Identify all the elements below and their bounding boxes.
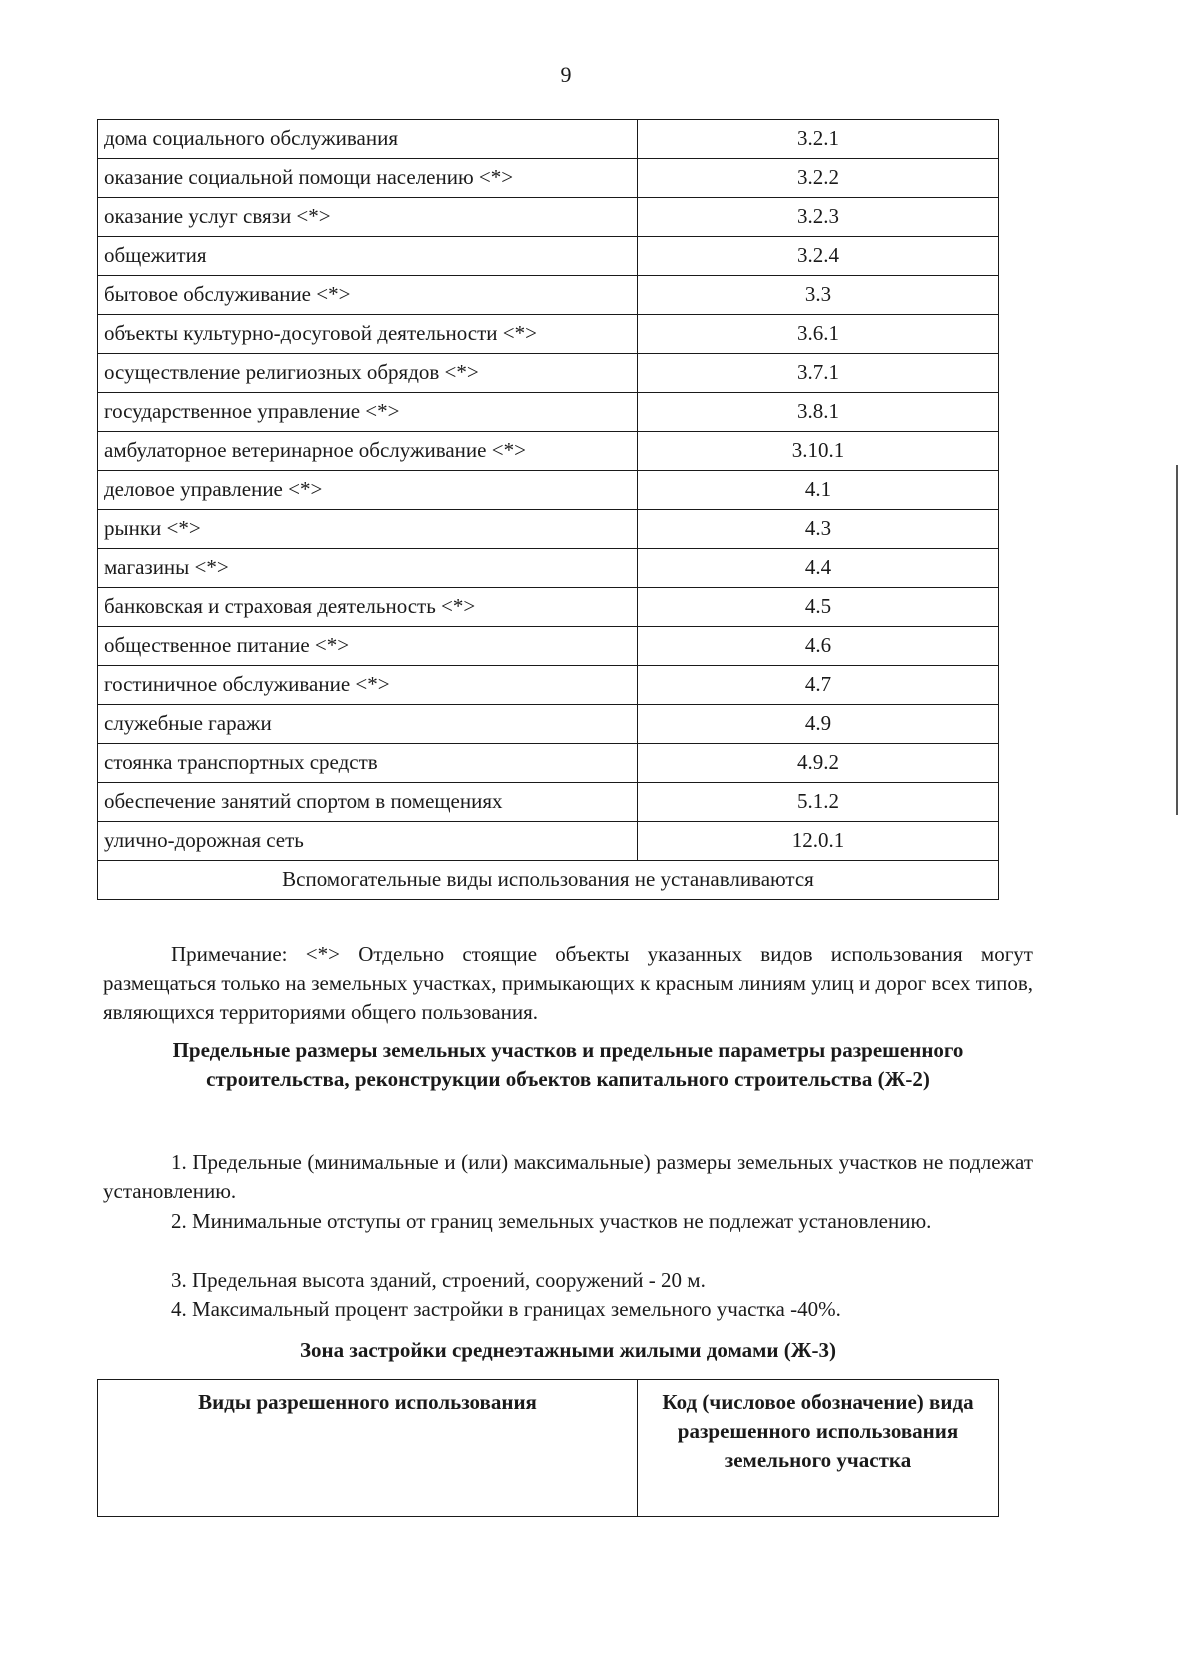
scan-edge-mark	[1176, 465, 1178, 815]
use-name-cell: рынки <*>	[98, 510, 638, 549]
use-name-cell: дома социального обслуживания	[98, 120, 638, 159]
permitted-uses-table	[97, 119, 999, 900]
table-row	[98, 588, 999, 627]
limits-heading: Предельные размеры земельных участков и предельные параметры разрешенного строительства, реконструкции объектов капитального строительства (Ж-2)	[172, 1038, 964, 1091]
table-row	[98, 471, 999, 510]
use-code-cell: 12.0.1	[638, 822, 999, 861]
use-name-cell: осуществление религиозных обрядов <*>	[98, 354, 638, 393]
use-code-cell: 4.9.2	[638, 744, 999, 783]
table-row	[98, 666, 999, 705]
limits-item-3-text: 3. Предельная высота зданий, строений, сооружений - 20 м.	[171, 1268, 706, 1292]
use-name-cell: стоянка транспортных средств	[98, 744, 638, 783]
use-name-cell: государственное управление <*>	[98, 393, 638, 432]
limits-item-2-text: 2. Минимальные отступы от границ земельных участков не подлежат установлению.	[171, 1209, 932, 1233]
use-name-cell: магазины <*>	[98, 549, 638, 588]
auxiliary-uses-cell: Вспомогательные виды использования не устанавливаются	[98, 861, 999, 900]
use-code-cell: 5.1.2	[638, 783, 999, 822]
table-row	[98, 822, 999, 861]
table-row	[98, 237, 999, 276]
use-name-cell: деловое управление <*>	[98, 471, 638, 510]
table-row	[98, 198, 999, 237]
use-code-cell: 3.2.4	[638, 237, 999, 276]
use-name-cell: оказание социальной помощи населению <*>	[98, 159, 638, 198]
limits-item-1	[103, 1148, 1033, 1206]
table-row	[98, 744, 999, 783]
zone-uses-header-name: Виды разрешенного использования	[98, 1380, 638, 1517]
table-row	[98, 705, 999, 744]
zone-uses-table	[97, 1379, 999, 1517]
use-code-cell: 3.2.1	[638, 120, 999, 159]
use-code-cell: 3.6.1	[638, 315, 999, 354]
table-row	[98, 120, 999, 159]
limits-item-4	[103, 1295, 1033, 1324]
limits-item-1-text: 1. Предельные (минимальные и (или) максимальные) размеры земельных участков не подлежат установлению.	[103, 1150, 1033, 1203]
limits-item-3	[103, 1266, 1033, 1295]
use-name-cell: амбулаторное ветеринарное обслуживание <*>	[98, 432, 638, 471]
page-number: 9	[560, 62, 572, 87]
use-name-cell: объекты культурно-досуговой деятельности <*>	[98, 315, 638, 354]
table-row	[98, 510, 999, 549]
use-name-cell: гостиничное обслуживание <*>	[98, 666, 638, 705]
zone-uses-header-code: Код (числовое обозначение) вида разрешенного использования земельного участка	[638, 1380, 999, 1517]
use-code-cell: 4.7	[638, 666, 999, 705]
use-name-cell: служебные гаражи	[98, 705, 638, 744]
note-text: Примечание: <*> Отдельно стоящие объекты указанных видов использования могут размещаться только на земельных участках, примыкающих к красным линиям улиц и дорог всех типов, являющихся территориями общего пользования.	[103, 942, 1034, 1024]
use-code-cell: 4.1	[638, 471, 999, 510]
table-row	[98, 432, 999, 471]
limits-item-2	[103, 1207, 1033, 1236]
zone-heading: Зона застройки среднеэтажными жилыми домами (Ж-3)	[299, 1338, 837, 1362]
use-code-cell: 4.3	[638, 510, 999, 549]
use-code-cell: 4.6	[638, 627, 999, 666]
use-name-cell: оказание услуг связи <*>	[98, 198, 638, 237]
table-row	[98, 627, 999, 666]
use-code-cell: 3.2.2	[638, 159, 999, 198]
table-row	[98, 315, 999, 354]
use-code-cell: 4.9	[638, 705, 999, 744]
table-row	[98, 549, 999, 588]
use-code-cell: 3.8.1	[638, 393, 999, 432]
use-code-cell: 3.10.1	[638, 432, 999, 471]
use-code-cell: 3.7.1	[638, 354, 999, 393]
table-row	[98, 393, 999, 432]
note-paragraph	[103, 940, 1033, 1027]
limits-item-4-text: 4. Максимальный процент застройки в границах земельного участка -40%.	[171, 1297, 841, 1321]
use-code-cell: 3.2.3	[638, 198, 999, 237]
use-name-cell: общежития	[98, 237, 638, 276]
use-code-cell: 4.4	[638, 549, 999, 588]
use-name-cell: бытовое обслуживание <*>	[98, 276, 638, 315]
table-row	[98, 354, 999, 393]
use-code-cell: 3.3	[638, 276, 999, 315]
use-name-cell: общественное питание <*>	[98, 627, 638, 666]
permitted-uses-table-body	[98, 120, 999, 861]
use-name-cell: улично-дорожная сеть	[98, 822, 638, 861]
table-row	[98, 159, 999, 198]
table-row	[98, 276, 999, 315]
zone-uses-header-row	[98, 1380, 999, 1517]
use-name-cell: обеспечение занятий спортом в помещениях	[98, 783, 638, 822]
auxiliary-uses-row	[98, 861, 999, 900]
use-code-cell: 4.5	[638, 588, 999, 627]
use-name-cell: банковская и страховая деятельность <*>	[98, 588, 638, 627]
table-row	[98, 783, 999, 822]
